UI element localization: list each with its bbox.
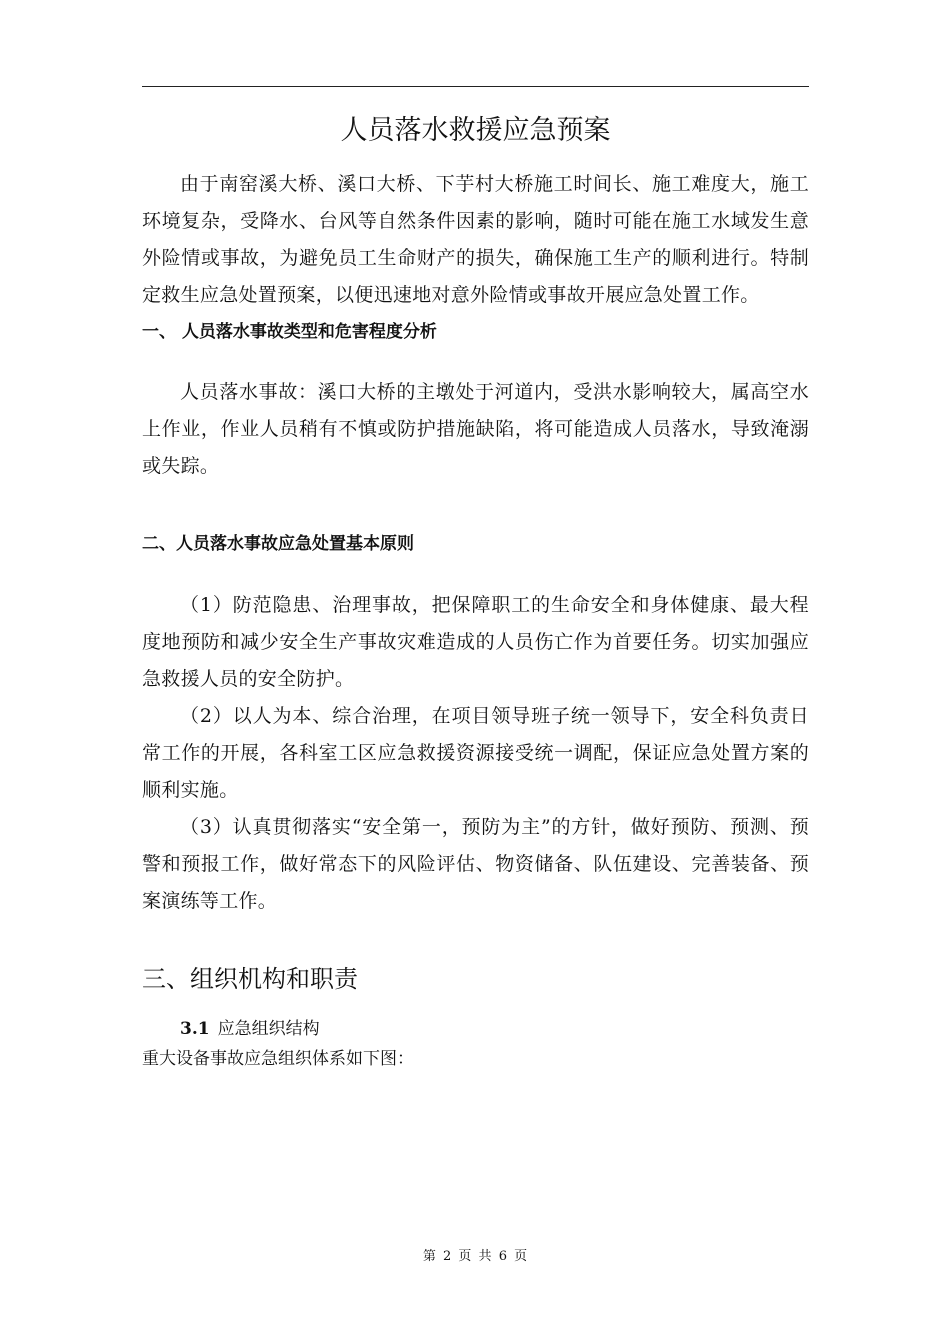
subsection-title: 应急组织结构 <box>217 1019 320 1039</box>
principle-item-3: （3）认真贯彻落实“安全第一，预防为主”的方针，做好预防、预测、预警和预报工作，做好常态下的风险评估、物资储备、队伍建设、完善装备、预案演练等工作。 <box>142 816 809 912</box>
page-footer: 第 2 页 共 6 页 <box>422 1249 528 1264</box>
document-title: 人员落水救援应急预案 <box>340 115 611 146</box>
section3-heading: 三、组织机构和职责 <box>142 965 358 993</box>
header-rule <box>142 86 809 87</box>
subsection-3-1 <box>180 1016 320 1042</box>
subsection-number: 3.1 <box>180 1019 210 1039</box>
section1-body: 人员落水事故：溪口大桥的主墩处于河道内，受洪水影响较大，属高空水上作业，作业人员稍有不慎或防护措施缺陷，将可能造成人员落水，导致淹溺或失踪。 <box>142 381 809 477</box>
principle-item-1: （1）防范隐患、治理事故，把保障职工的生命安全和身体健康、最大程度地预防和减少安全生产事故灾难造成的人员伤亡作为首要任务。切实加强应急救援人员的安全防护。 <box>142 594 809 690</box>
section1-heading: 一、 人员落水事故类型和危害程度分析 <box>142 322 437 342</box>
org-chart-intro-line: 重大设备事故应急组织体系如下图： <box>142 1049 414 1069</box>
principle-item-2: （2）以人为本、综合治理，在项目领导班子统一领导下，安全科负责日常工作的开展，各科室工区应急救援资源接受统一调配，保证应急处置方案的顺利实施。 <box>142 705 809 801</box>
section2-heading: 二、人员落水事故应急处置基本原则 <box>142 534 414 554</box>
intro-paragraph: 由于南窑溪大桥、溪口大桥、下芋村大桥施工时间长、施工难度大，施工环境复杂，受降水、台风等自然条件因素的影响，随时可能在施工水域发生意外险情或事故，为避免员工生命财产的损失，确保施工生产的顺利进行。特制定救生应急处置预案，以便迅速地对意外险情或事故开展应急处置工作。 <box>142 173 809 306</box>
